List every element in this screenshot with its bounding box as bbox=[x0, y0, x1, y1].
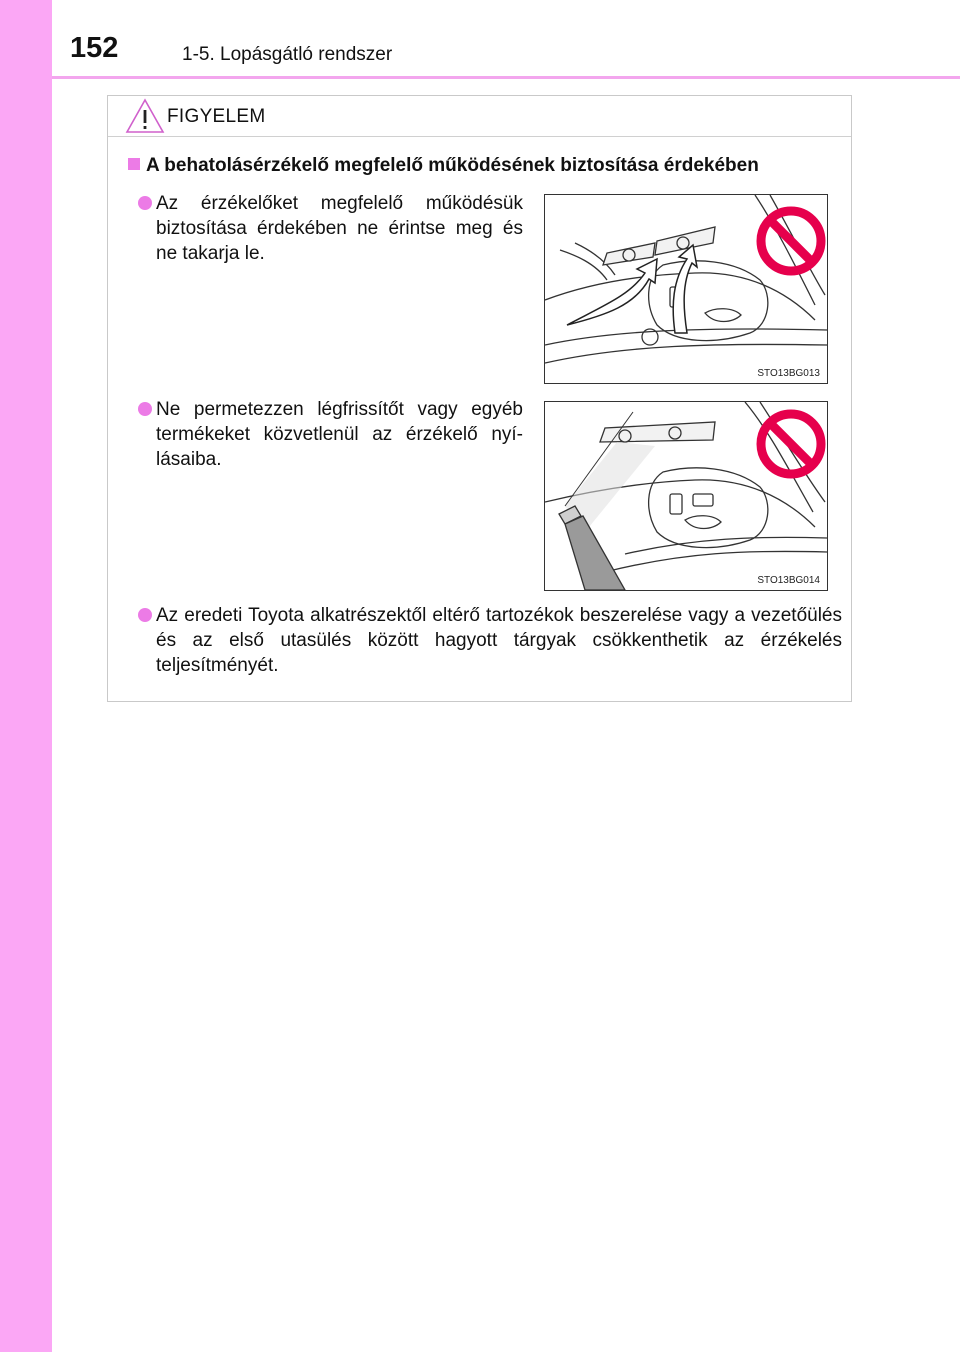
bullet-dot-icon bbox=[138, 402, 152, 416]
prohibited-icon bbox=[761, 414, 821, 474]
warning-box bbox=[107, 95, 852, 702]
prohibited-icon bbox=[761, 211, 821, 271]
section-title: 1-5. Lopásgátló rendszer bbox=[182, 44, 393, 65]
warning-bullet: Ne permetezzen légfrissítőt vagy egyéb termékeket közvetlenül az érzékelő nyí-lásaiba. bbox=[156, 397, 523, 472]
warning-bullet: Az érzékelőket megfelelő működésük biztosítása érdekében ne érintse meg és ne takarja le. bbox=[156, 191, 523, 266]
bullet-dot-icon bbox=[138, 196, 152, 210]
warning-subheading: A behatolásérzékelő megfelelő működésének biztosítása érdekében bbox=[128, 155, 759, 177]
warning-triangle-icon bbox=[125, 97, 165, 135]
sensor-illustration bbox=[545, 195, 827, 383]
figure-code: STO13BG014 bbox=[757, 575, 820, 586]
warning-bullet: Az eredeti Toyota alkatrészektől eltérő tartozékok beszerelése vagy a vezetőülés és az első utasülés között hagyott tárgyak csökkenthetik az érzékelés teljesítményét. bbox=[156, 603, 842, 678]
warning-label: FIGYELEM bbox=[167, 106, 266, 127]
square-bullet-icon bbox=[128, 158, 140, 170]
figure-sensor-touch bbox=[544, 194, 828, 384]
figure-air-freshener bbox=[544, 401, 828, 591]
figure-code: STO13BG013 bbox=[757, 368, 820, 379]
header-rule bbox=[52, 76, 960, 79]
bullet-dot-icon bbox=[138, 608, 152, 622]
side-color-band bbox=[0, 0, 52, 1352]
warning-header bbox=[108, 96, 851, 137]
spray-illustration bbox=[545, 402, 827, 590]
page-number: 152 bbox=[70, 32, 119, 64]
